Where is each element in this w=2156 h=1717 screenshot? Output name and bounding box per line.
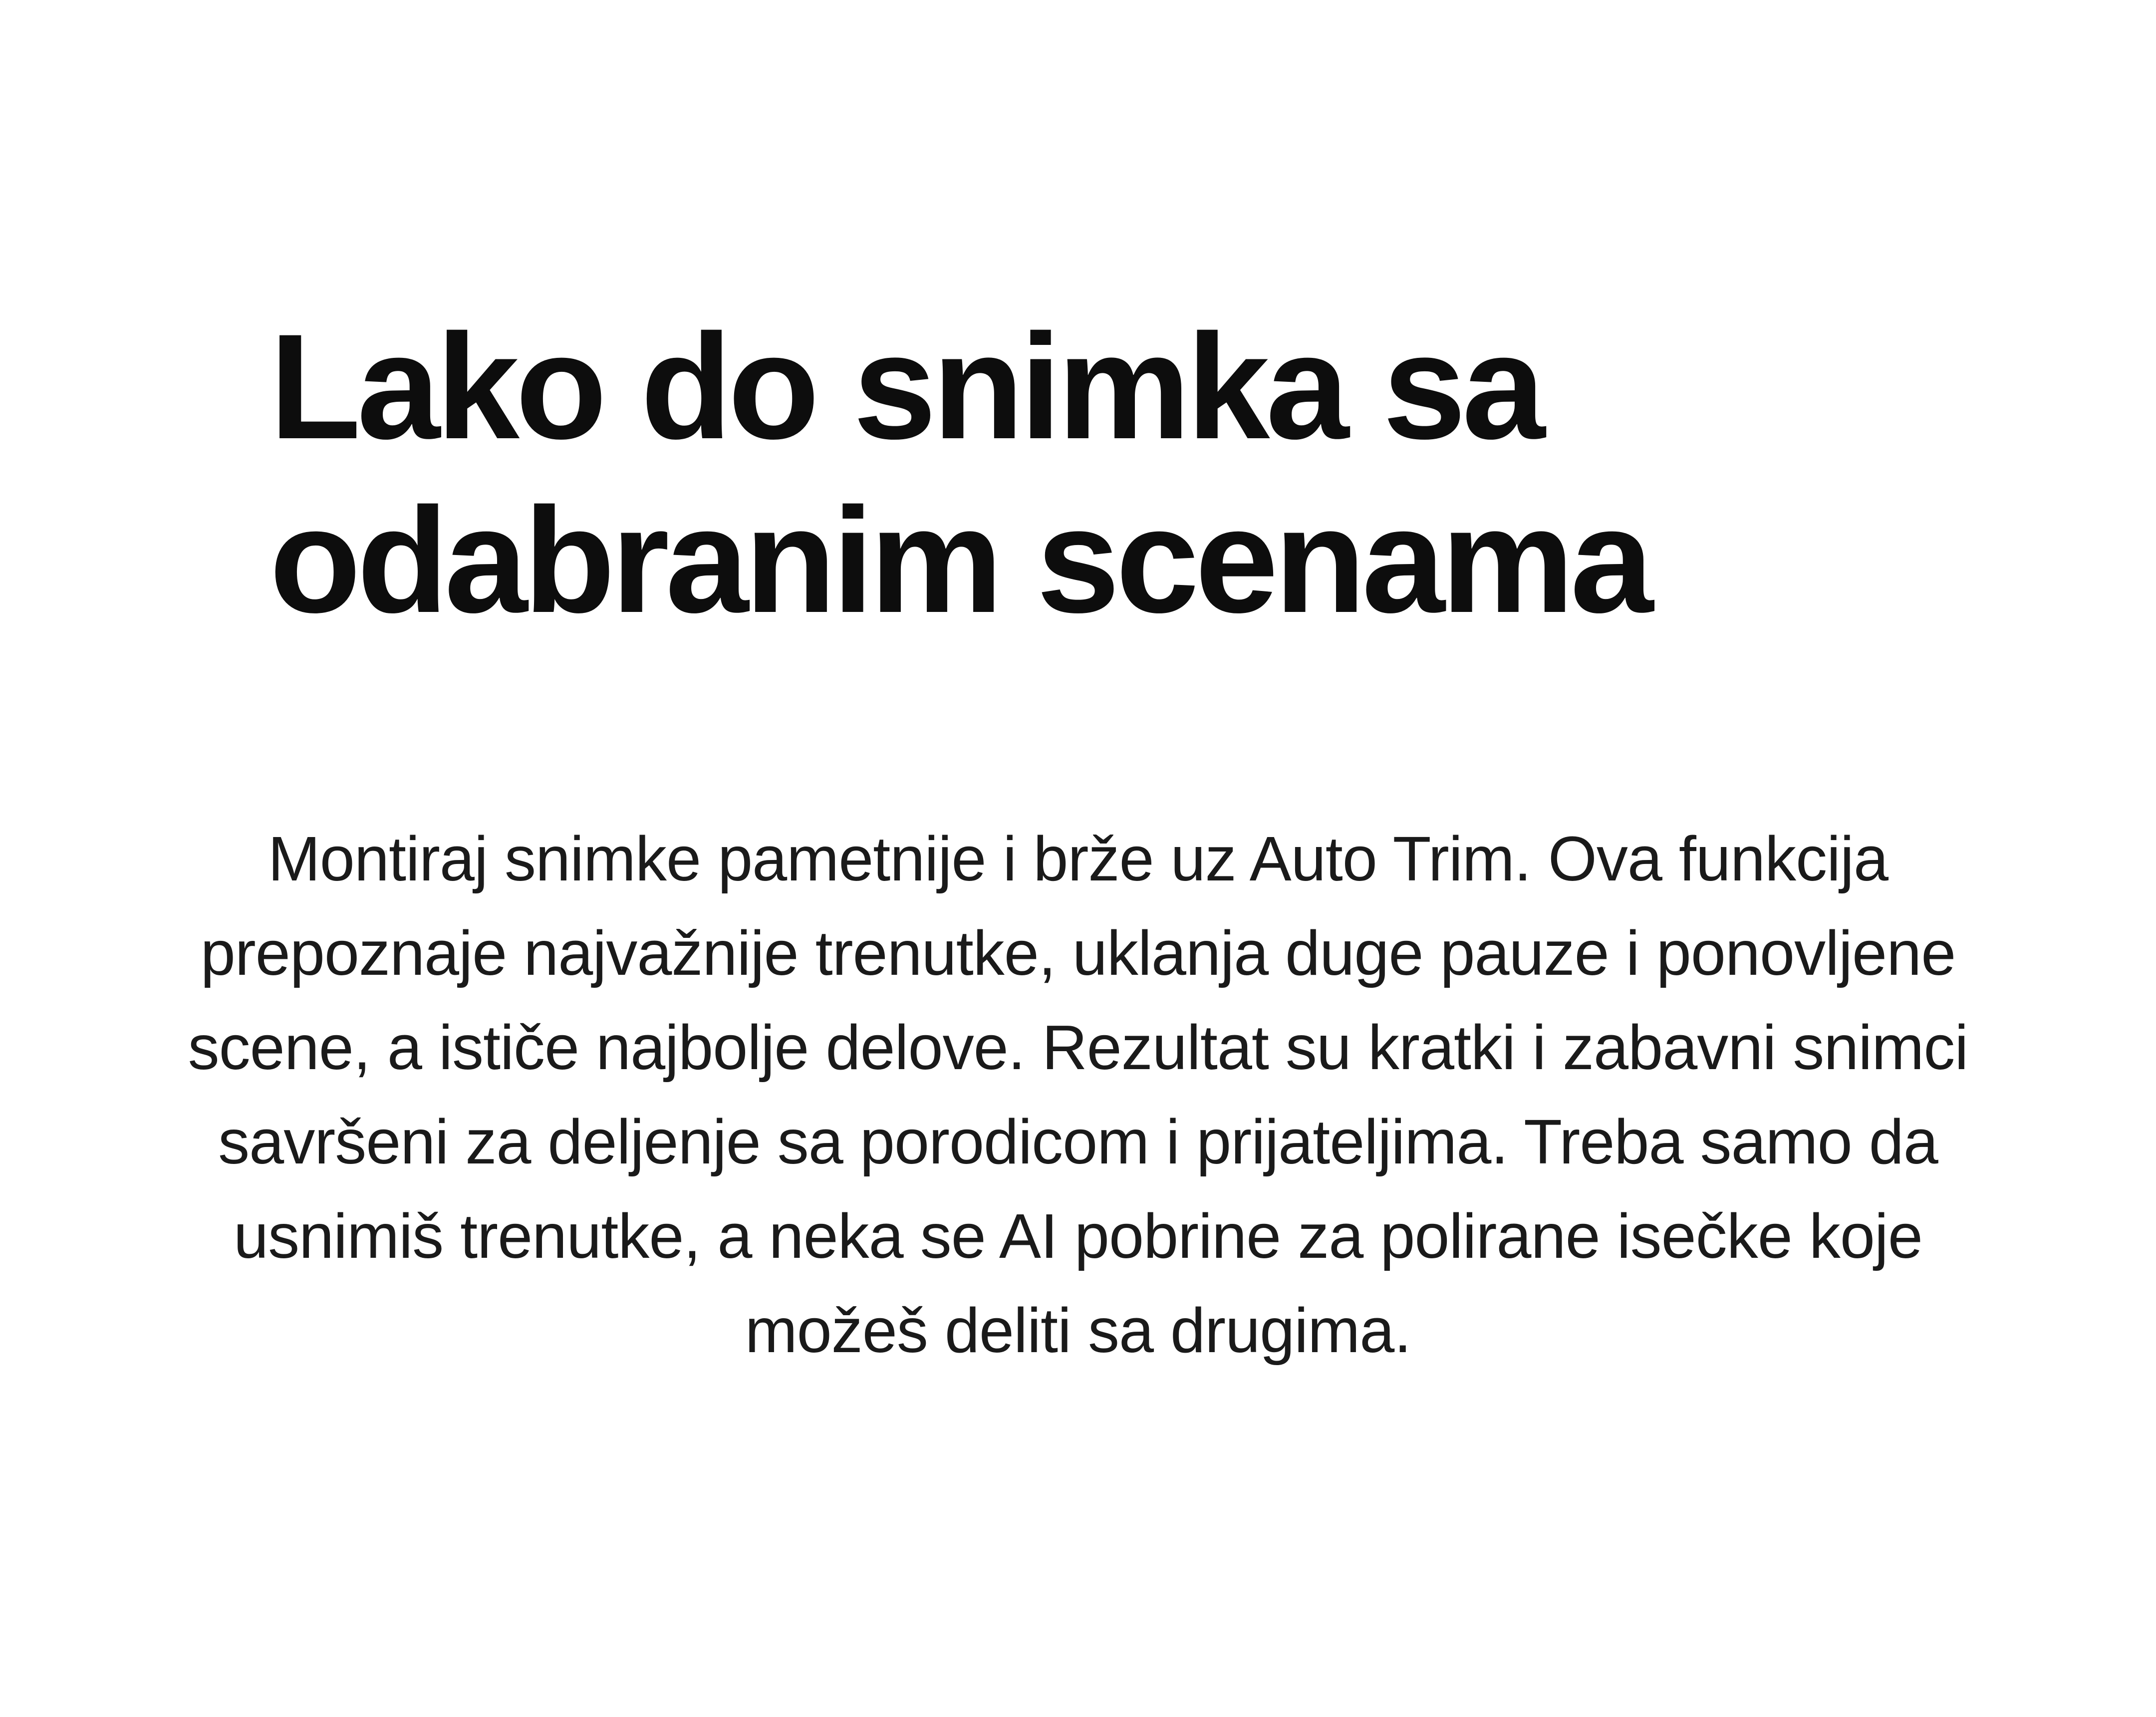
page-title: Lako do snimka sa odabranim scenama	[270, 302, 1650, 644]
article-body-paragraph: Montiraj snimke pametnije i brže uz Auto Trim. Ova funkcija prepoznaje najvažnije trenutke, uklanja duge pauze i ponovljene scene, a ističe najbolje delove. Rezultat su kratki i zabavni snimci savršeni za deljenje sa porodicom i prijateljima. Treba samo da usnimiš trenutke, a neka se AI pobrine za polirane isečke koje možeš deliti sa drugima.	[188, 824, 1968, 1366]
article-content	[155, 299, 2001, 1378]
